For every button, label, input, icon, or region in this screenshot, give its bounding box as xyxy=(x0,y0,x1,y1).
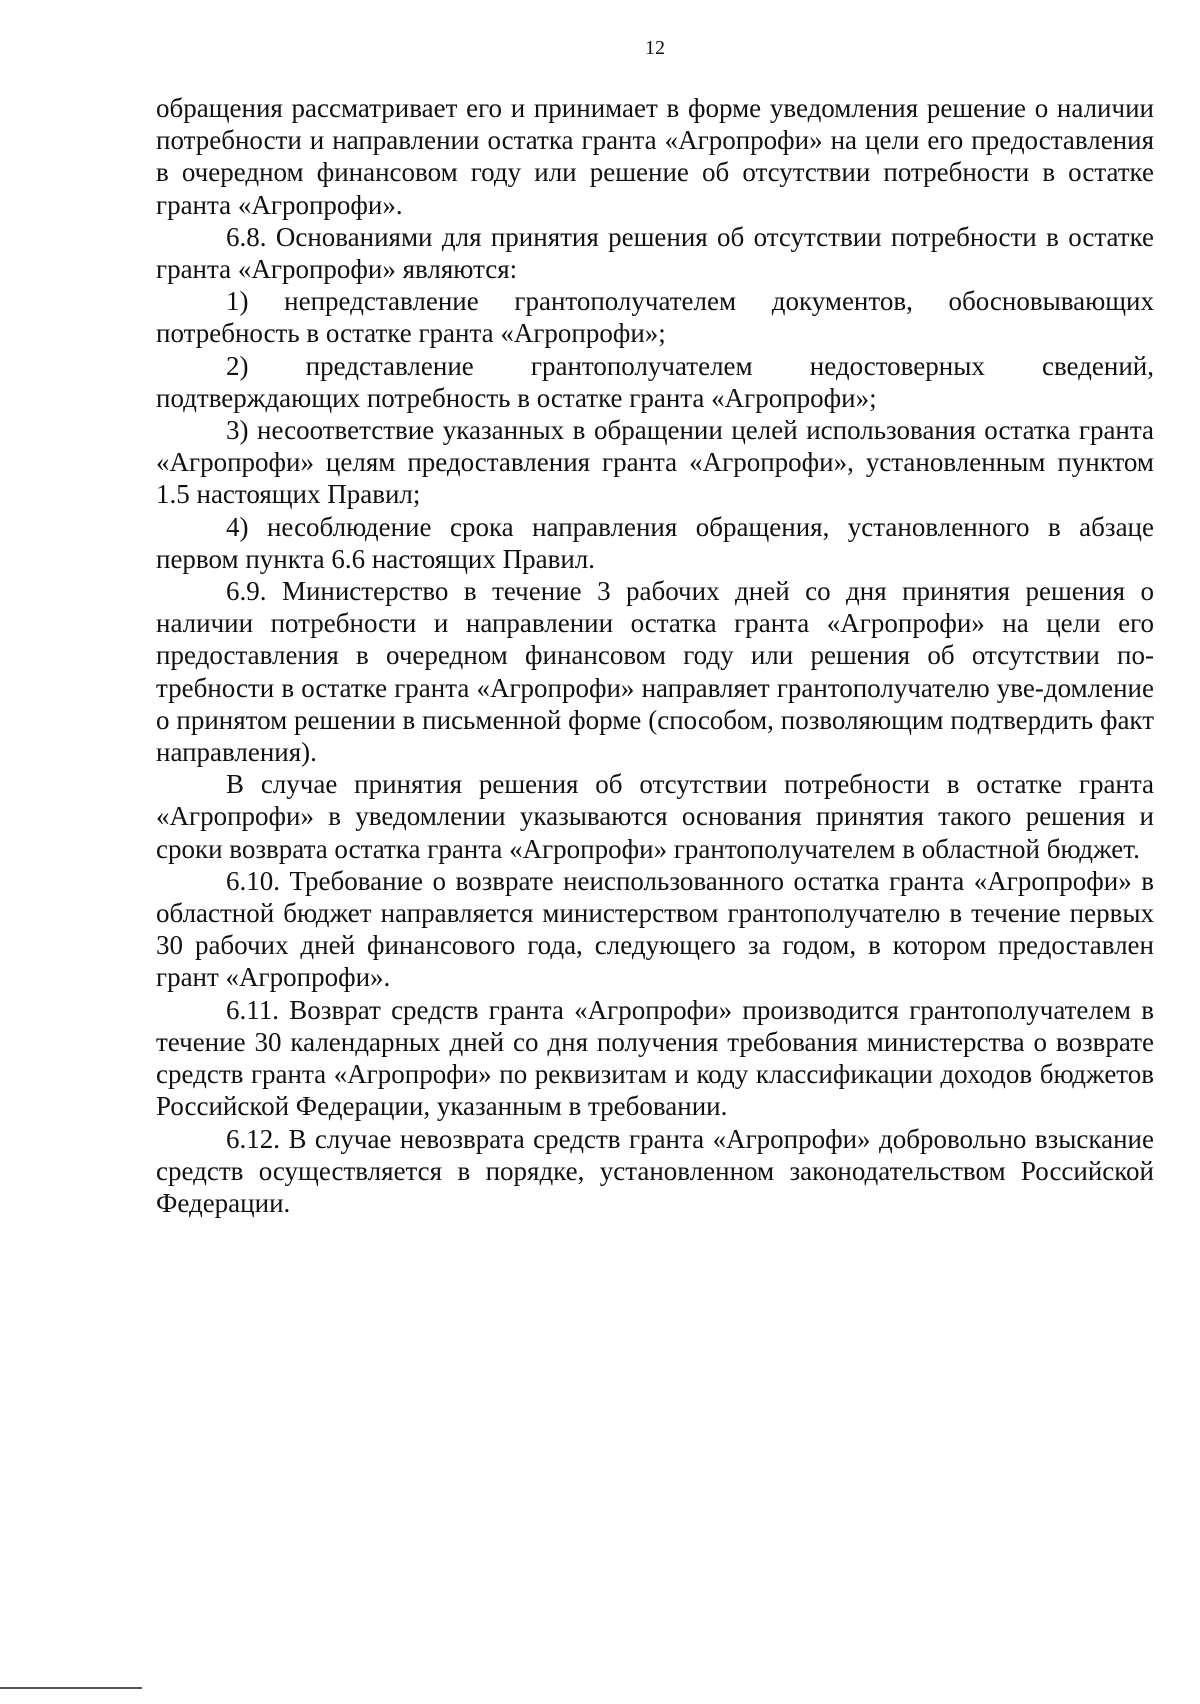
paragraph-6-7-continuation: обращения рассматривает его и принимает в форме уведомления решение о наличии потребности и направлении остатка гранта «Агропрофи» на цели его предоставления в очередном финансовом году или решение об отсутствии потребности в остатке гранта «Агропрофи». xyxy=(156,93,1154,220)
bottom-rule-line xyxy=(0,1687,142,1689)
paragraph-6-9: 6.9. Министерство в течение 3 рабочих дней со дня принятия решения о наличии потребности и направлении остатка гранта «Агропрофи» на цели его предоставления в очередном финансовом году или решения об отсутствии по-требности в остатке гранта «Агропрофи» направляет грантополучателю уве-домление о принятом решении в письменной форме (способом, позволяющим подтвердить факт направления). xyxy=(156,576,1154,768)
paragraph-6-9-refusal-case: В случае принятия решения об отсутствии потребности в остатке гранта «Агропрофи» в уведомлении указываются основания принятия такого решения и сроки возврата остатка гранта «Агропрофи» грантополучателем в областной бюджет. xyxy=(156,769,1154,864)
document-body xyxy=(156,92,1154,1219)
list-item-3: 3) несоответствие указанных в обращении целей использования остатка гранта «Агропрофи» целям предоставления гранта «Агропрофи», установленным пунктом 1.5 настоящих Правил; xyxy=(156,415,1154,510)
paragraph-6-11: 6.11. Возврат средств гранта «Агропрофи» производится грантополучателем в течение 30 календарных дней со дня получения требования министерства о возврате средств гранта «Агропрофи» по реквизитам и коду классификации доходов бюджетов Российской Федерации, указанным в требовании. xyxy=(156,994,1154,1122)
list-item-4: 4) несоблюдение срока направления обращения, установленного в абзаце первом пункта 6.6 настоящих Правил. xyxy=(156,511,1154,574)
paragraph-6-12: 6.12. В случае невозврата средств гранта «Агропрофи» добровольно взыскание средств осуществляется в порядке, установленном законодательством Российской Федерации. xyxy=(156,1123,1154,1218)
paragraph-6-10: 6.10. Требование о возврате неиспользованного остатка гранта «Агропрофи» в областной бюджет направляется министерством грантополучателю в течение первых 30 рабочих дней финансового года, следующего за годом, в котором предоставлен грант «Агропрофи». xyxy=(156,865,1154,993)
list-item-2: 2) представление грантополучателем недостоверных сведений, подтверждающих потребность в остатке гранта «Агропрофи»; xyxy=(156,350,1154,413)
paragraph-6-8: 6.8. Основаниями для принятия решения об отсутствии потребности в остатке гранта «Агропрофи» являются: xyxy=(156,221,1154,285)
list-item-1: 1) непредставление грантополучателем документов, обосновывающих потребность в остатке гранта «Агропрофи»; xyxy=(156,286,1154,349)
page-number: 12 xyxy=(645,37,665,59)
